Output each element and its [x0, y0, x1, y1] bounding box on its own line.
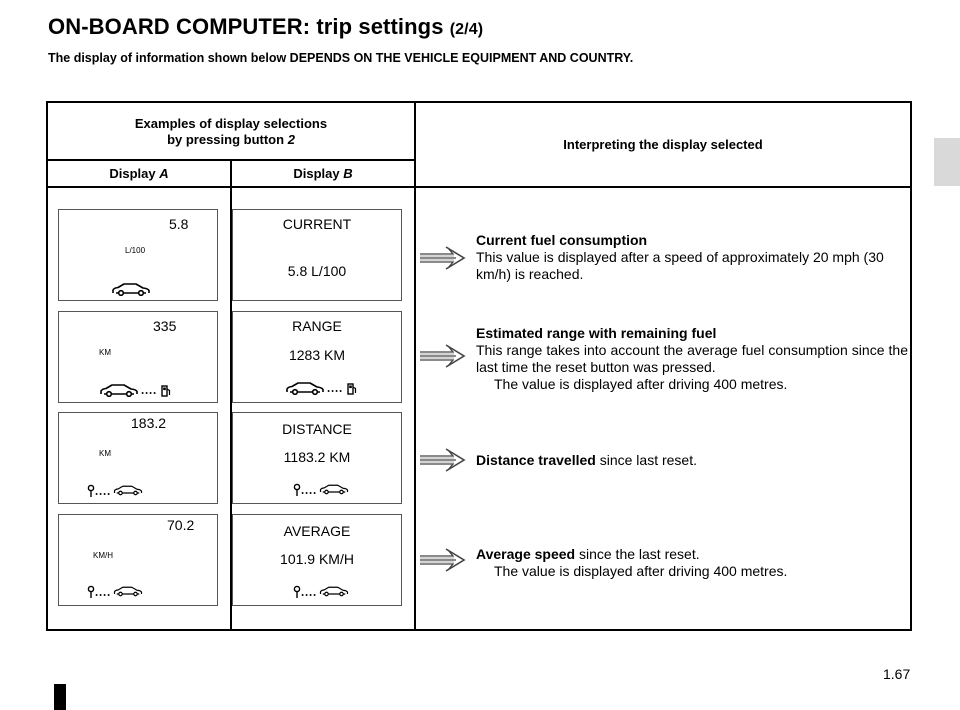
- header-divider: [48, 159, 414, 161]
- display-b-average: [232, 514, 402, 606]
- car-icon: [113, 484, 143, 496]
- desc-estimated-range: [476, 325, 908, 393]
- display-b-value: 5.8 L/100: [287, 263, 347, 279]
- display-b-title: RANGE: [292, 318, 342, 334]
- trip-start-icon: [87, 484, 95, 498]
- display-a-unit: KM: [99, 348, 111, 357]
- desc-average-speed: [476, 546, 908, 580]
- fuel-pump-icon: [161, 383, 171, 397]
- desc-text: since the last reset.: [575, 546, 700, 562]
- trip-start-icon: [87, 585, 95, 599]
- desc-text: This range takes into account the average fuel consumption since the last time the reset button was pressed.: [476, 342, 908, 375]
- display-a-value: 5.8: [169, 216, 189, 232]
- dots-icon: [141, 391, 157, 395]
- button-number: 2: [287, 132, 295, 147]
- display-b-value: 1283 KM: [288, 347, 346, 363]
- desc-text: This value is displayed after a speed of approximately 20 mph (30 km/h) is reached.: [476, 249, 884, 282]
- display-a-average: [58, 514, 218, 606]
- examples-line-1: Examples of display selections: [134, 116, 328, 131]
- desc-heading: Estimated range with remaining fuel: [476, 325, 717, 341]
- display-a-unit: KM/H: [93, 551, 113, 560]
- display-b-distance: [232, 412, 402, 504]
- page-subtitle: The display of information shown below DEPENDS ON THE VEHICLE EQUIPMENT AND COUNTRY.: [48, 51, 634, 65]
- dots-icon: [95, 593, 111, 597]
- car-icon: [319, 585, 349, 597]
- examples-header: [48, 116, 414, 148]
- car-icon: [99, 383, 139, 397]
- desc-current-consumption: [476, 232, 908, 283]
- pointer-arrow-icon: [420, 344, 466, 368]
- display-b-title: DISTANCE: [282, 421, 352, 437]
- trip-start-icon: [293, 585, 301, 599]
- examples-line-2: by pressing button 2: [167, 132, 295, 147]
- desc-heading: Distance travelled: [476, 452, 596, 468]
- pointer-arrow-icon: [420, 448, 466, 472]
- display-b-title: AVERAGE: [283, 523, 351, 539]
- desc-note: The value is displayed after driving 400 metres.: [494, 563, 788, 579]
- display-a-distance: [58, 412, 218, 504]
- title-text: ON-BOARD COMPUTER: trip settings: [48, 14, 444, 39]
- header-bottom-divider: [48, 186, 910, 188]
- page-number: 1.67: [883, 666, 911, 682]
- trip-start-icon: [293, 483, 301, 497]
- display-a-current: [58, 209, 218, 301]
- column-divider-b-desc: [414, 103, 416, 631]
- display-b-title: CURRENT: [282, 216, 352, 232]
- car-icon: [319, 483, 349, 495]
- section-tab: [934, 138, 960, 186]
- display-b-header: Display B: [293, 166, 353, 181]
- dots-icon: [327, 389, 343, 393]
- display-a-value: 70.2: [167, 517, 195, 533]
- car-icon: [285, 381, 325, 395]
- display-b-value: 101.9 KM/H: [280, 551, 354, 567]
- page-title: [48, 14, 483, 40]
- interpreting-header: Interpreting the display selected: [563, 137, 763, 152]
- display-b-range: [232, 311, 402, 403]
- pointer-arrow-icon: [420, 246, 466, 270]
- edge-marker: [54, 684, 66, 710]
- display-a-unit: KM: [99, 449, 111, 458]
- display-a-unit: L/100: [125, 246, 146, 255]
- dots-icon: [301, 491, 317, 495]
- pointer-arrow-icon: [420, 548, 466, 572]
- car-icon: [113, 585, 143, 597]
- display-a-header: Display A: [109, 166, 169, 181]
- display-b-value: 1183.2 KM: [283, 449, 351, 465]
- display-a-value: 183.2: [131, 415, 167, 431]
- title-part: (2/4): [449, 21, 484, 38]
- desc-note: The value is displayed after driving 400 metres.: [494, 376, 788, 392]
- car-icon: [111, 282, 151, 296]
- display-a-range: [58, 311, 218, 403]
- dots-icon: [301, 593, 317, 597]
- display-a-value: 335: [153, 318, 177, 334]
- desc-heading: Current fuel consumption: [476, 232, 648, 248]
- fuel-pump-icon: [347, 381, 357, 395]
- display-b-current: [232, 209, 402, 301]
- desc-distance-travelled: [476, 452, 908, 469]
- dots-icon: [95, 492, 111, 496]
- desc-heading: Average speed: [476, 546, 576, 562]
- desc-text: since last reset.: [595, 452, 697, 468]
